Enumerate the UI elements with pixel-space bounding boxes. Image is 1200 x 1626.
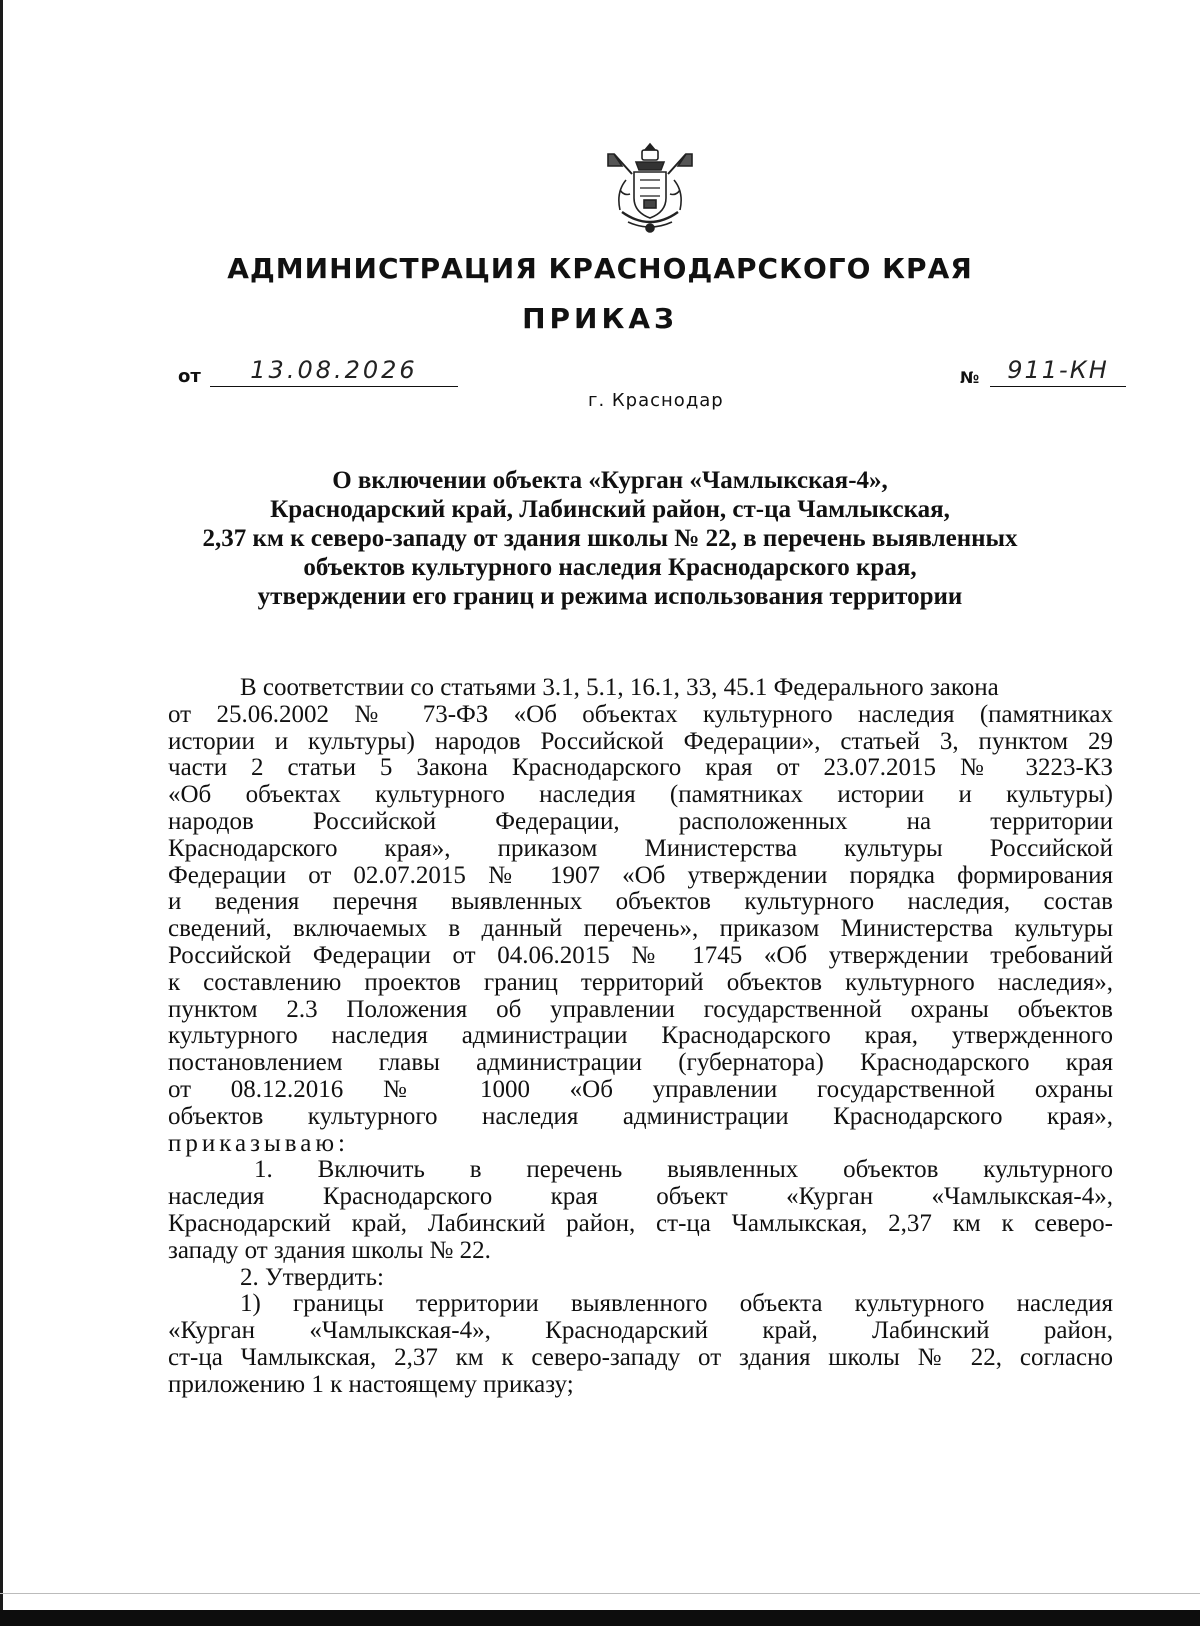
preamble-line: пунктом 2.3 Положения об управлении государственной охраны объектов	[168, 995, 1113, 1023]
preamble-line: Краснодарского края», приказом Министерства культуры Российской	[168, 834, 1113, 862]
preamble-line: объектов культурного наследия администрации Краснодарского края»,	[168, 1102, 1113, 1130]
city: г. Краснодар	[588, 390, 724, 411]
preamble-line: и ведения перечня выявленных объектов культурного наследия, состав	[168, 888, 1113, 916]
subject-line: утверждении его границ и режима использования территории	[257, 583, 963, 610]
preamble-line: Российской Федерации от 04.06.2015 № 1745 «Об утверждении требований	[168, 941, 1113, 969]
item2-1-line: 1) границы территории выявленного объекта культурного наследия	[240, 1290, 1113, 1318]
number-label: №	[960, 368, 980, 387]
preamble-line: от 08.12.2016 № 1000 «Об управлении государственной охраны	[168, 1075, 1113, 1103]
scan-left-edge	[0, 0, 3, 1626]
preamble-line: к составлению проектов границ территорий объектов культурного наследия»,	[168, 968, 1113, 996]
preamble-line: постановлением главы администрации (губернатора) Краснодарского края	[168, 1049, 1113, 1077]
item2-1-line: приложению 1 к настоящему приказу;	[168, 1370, 574, 1398]
handwritten-number: 911-КН	[990, 356, 1126, 387]
item1-line: Краснодарский край, Лабинский район, ст-ца Чамлыкская, 2,37 км к северо-	[168, 1209, 1113, 1237]
preamble-line: сведений, включаемых в данный перечень», приказом Министерства культуры	[168, 915, 1113, 943]
preamble-line: от 25.06.2002 № 73-ФЗ «Об объектах культурного наследия (памятниках	[168, 700, 1113, 728]
subject-line: объектов культурного наследия Краснодарского края,	[303, 554, 917, 581]
organization-title: АДМИНИСТРАЦИЯ КРАСНОДАРСКОГО КРАЯ	[227, 252, 973, 285]
item2-1-line: ст-ца Чамлыкская, 2,37 км к северо-западу от здания школы № 22, согласно	[168, 1343, 1113, 1371]
scan-bottom-edge	[0, 1610, 1200, 1626]
item2-heading: 2. Утвердить:	[240, 1263, 384, 1291]
krasnodar-coat-of-arms-icon	[606, 140, 694, 238]
preamble-line: истории и культуры) народов Российской Федерации», статьей 3, пунктом 29	[168, 727, 1113, 755]
preamble-line: культурного наследия администрации Краснодарского края, утвержденного	[168, 1022, 1113, 1050]
preamble-line: части 2 статьи 5 Закона Краснодарского края от 23.07.2015 № 3223-КЗ	[168, 754, 1113, 782]
preamble-line: народов Российской Федерации, расположенных на территории	[168, 807, 1113, 835]
item1-line: наследия Краснодарского края объект «Курган «Чамлыкская-4»,	[168, 1183, 1113, 1211]
subject-line: О включении объекта «Курган «Чамлыкская-4»,	[332, 467, 888, 494]
preamble-line: «Об объектах культурного наследия (памятниках истории и культуры)	[168, 781, 1113, 809]
document-subject	[150, 466, 1070, 611]
item2-1-line: «Курган «Чамлыкская-4», Краснодарский край, Лабинский район,	[168, 1317, 1113, 1345]
order-word: приказываю:	[168, 1129, 349, 1157]
document-body	[168, 675, 1113, 1399]
item1-line: западу от здания школы № 22.	[168, 1236, 491, 1264]
subject-line: Краснодарский край, Лабинский район, ст-ца Чамлыкская,	[270, 496, 950, 523]
scan-artifact-line	[0, 1593, 1200, 1594]
subject-line: 2,37 км к северо-западу от здания школы № 22, в перечень выявленных	[202, 525, 1018, 552]
handwritten-date: 13.08.2026	[210, 356, 458, 387]
preamble-line: В соответствии со статьями 3.1, 5.1, 16.1, 33, 45.1 Федерального закона	[240, 674, 999, 701]
document-type: ПРИКАЗ	[522, 302, 678, 335]
item1-line: 1. Включить в перечень выявленных объектов культурного	[254, 1156, 1113, 1184]
preamble-line: Федерации от 02.07.2015 № 1907 «Об утверждении порядка формирования	[168, 861, 1113, 889]
date-label: от	[178, 366, 201, 387]
